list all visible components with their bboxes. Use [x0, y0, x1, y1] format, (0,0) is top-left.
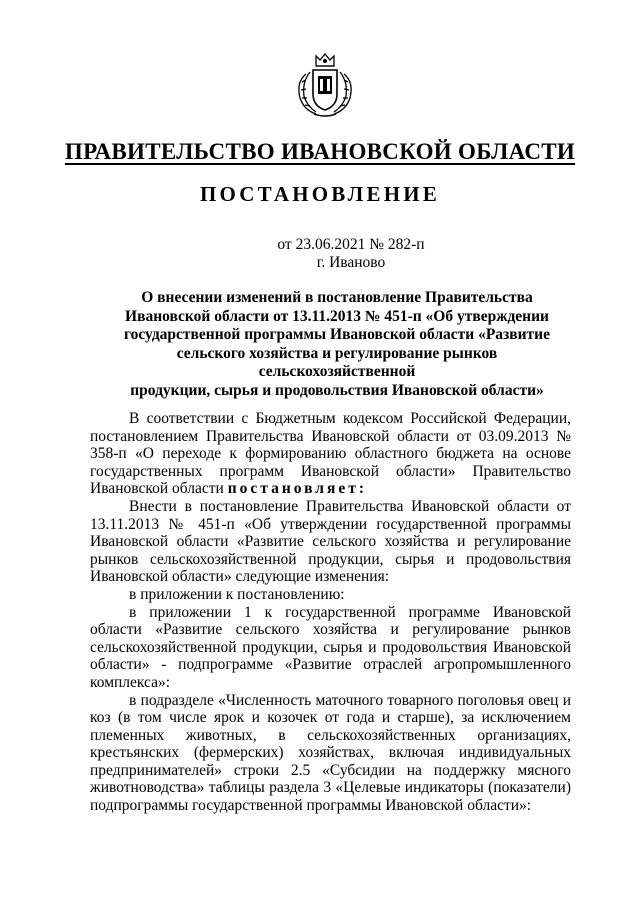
document-date-number: от 23.06.2021 № 282-п: [277, 236, 425, 253]
document-subject: [112, 289, 562, 401]
organization-name: ПРАВИТЕЛЬСТВО ИВАНОВСКОЙ ОБЛАСТИ: [64, 139, 576, 164]
subject-line: сельского хозяйства и регулирование рынков сельскохозяйственной: [176, 344, 498, 381]
organization-title: [0, 139, 640, 165]
resolves-word: постановляет: [227, 480, 359, 498]
document-type: ПОСТАНОВЛЕНИЕ: [199, 182, 441, 206]
document-body: [90, 410, 571, 815]
subject-line: продукции, сырья и продовольствия Ивановской области»: [130, 381, 544, 399]
body-paragraph: Внести в постановление Правительства Ивановской области от 13.11.2013 № 451-п «Об утверждении государственной программы Ивановской области «Развитие сельского хозяйства и регулирование рынков сельскохозяйственной продукции, сырья и продовольствия Ивановской области» следующие изменения:: [90, 497, 571, 586]
body-paragraph: [90, 410, 571, 498]
subject-line: государственной программы Ивановской области «Развитие: [123, 326, 550, 344]
body-paragraph: в подразделе «Численность маточного товарного поголовья овец и коз (в том числе ярок и козочек от года и старше), за исключением племенных животных, в сельскохозяйственных организациях, крестьянских (фермерских) хозяйствах, включая индивидуальных предпринимателей» строки 2.5 «Субсидии на поддержку мясного животноводства» таблицы раздела 3 «Целевые индикаторы (показатели) подпрограммы государственной программы Ивановской области»:: [90, 691, 571, 815]
document-city: г. Иваново: [316, 254, 386, 271]
body-paragraph: в приложении 1 к государственной программе Ивановской области «Развитие сельского хозяйства и регулирование рынков сельскохозяйственной продукции, сырья и продовольствия Ивановской области» - подпрограмме «Развитие отраслей агропромышленного комплекса»:: [90, 603, 571, 691]
subject-line: Ивановской области от 13.11.2013 № 451-п «Об утверждении: [125, 307, 549, 325]
subject-line: О внесении изменений в постановление Правительства: [141, 289, 533, 306]
body-paragraph: в приложении к постановлению:: [129, 585, 345, 603]
preamble-text: В соответствии с Бюджетным кодексом Российской Федерации, постановлением Правительства Ивановской области от 03.09.2013 № 358-п «О переходе к формированию областного бюджета на основе государственных программ Ивановской области» Правительство Ивановской области: [90, 410, 571, 498]
coat-of-arms-icon: [294, 52, 356, 118]
resolves-colon: :: [358, 480, 368, 498]
